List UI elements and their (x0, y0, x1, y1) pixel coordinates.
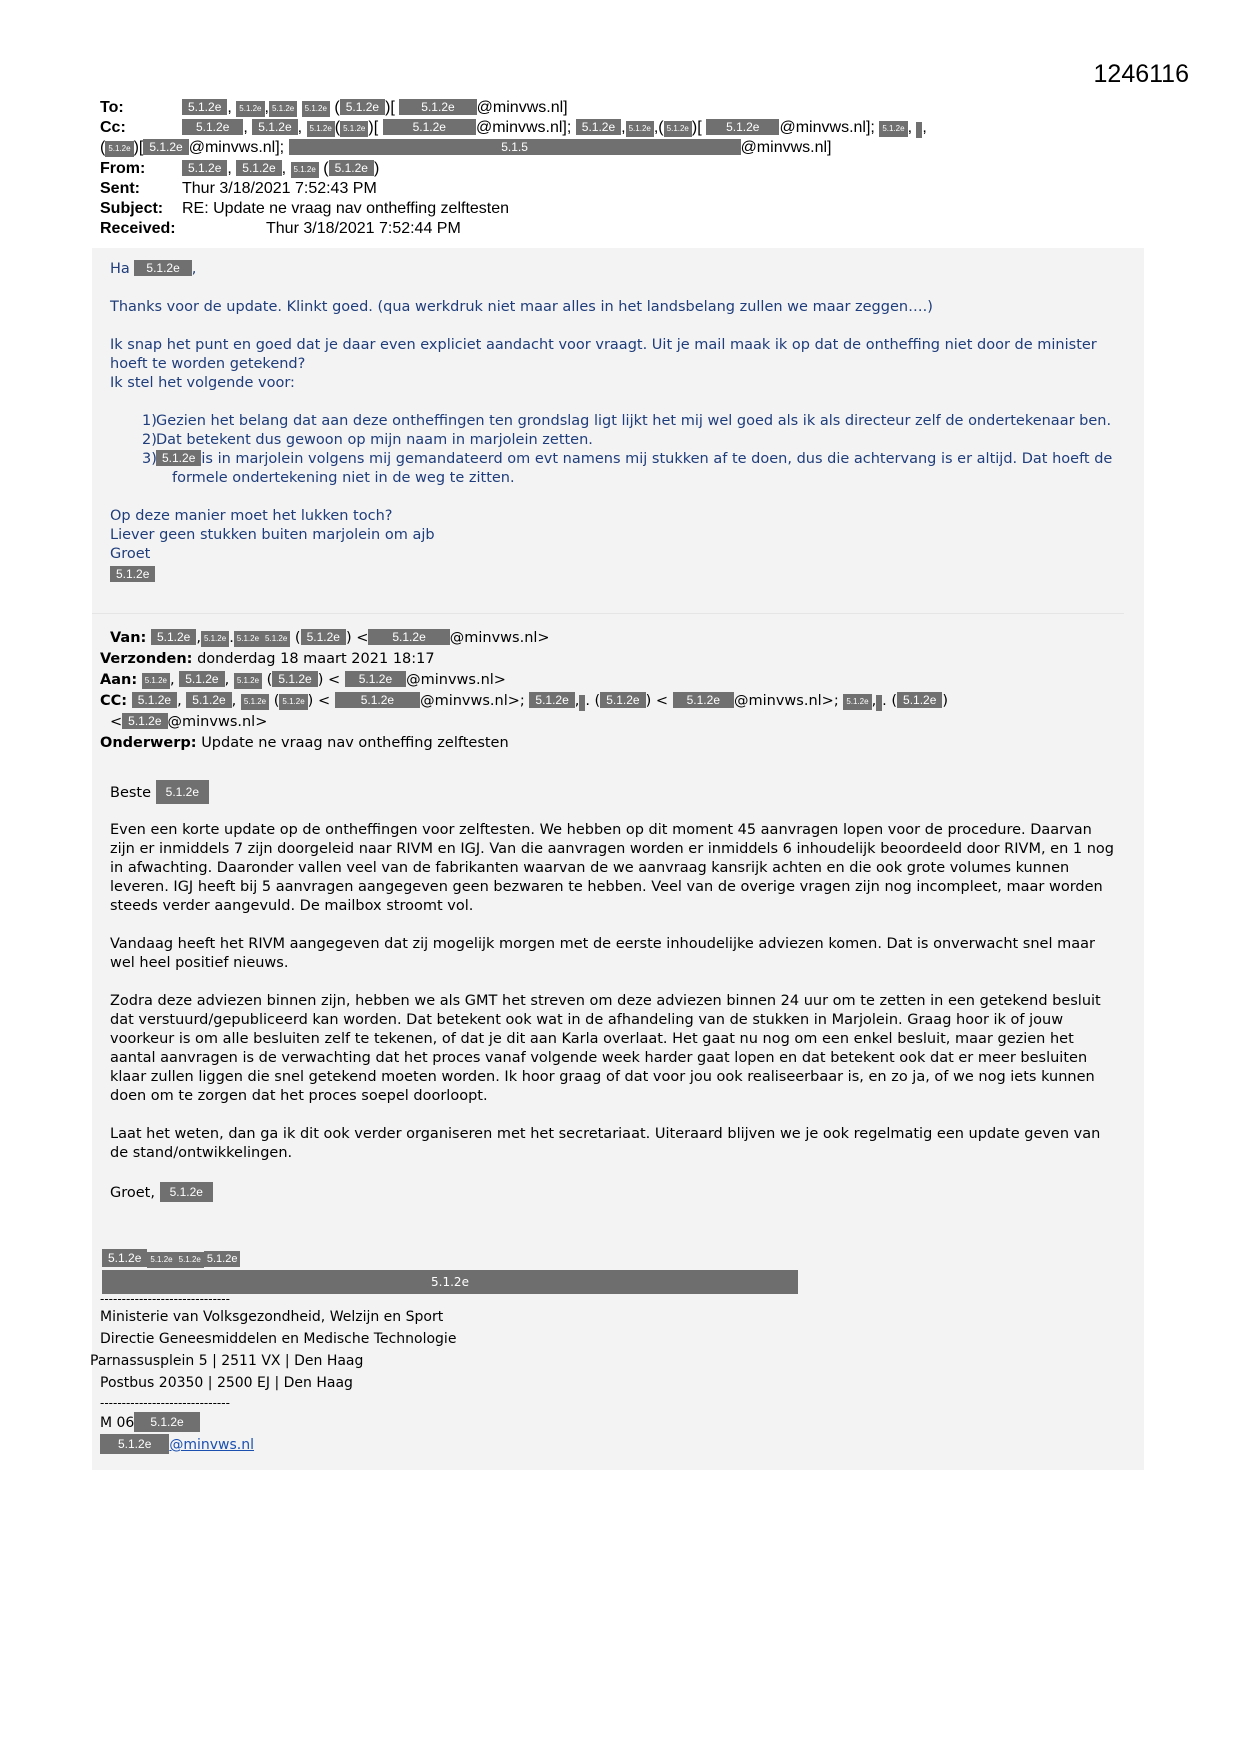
email-header (100, 98, 927, 239)
salutation: Beste (110, 785, 152, 801)
sent-value: Thur 3/18/2021 7:52:43 PM (182, 179, 377, 197)
redaction-box: 5.1.2e (156, 780, 209, 804)
list-number: 2) (142, 432, 157, 448)
redaction-box: 5.1.2e (147, 1252, 175, 1268)
list-item (110, 450, 1130, 488)
cc-row-continued: ( 5.1.2e )[ 5.1.2e @minvws.nl]; 5.1.5 @minvws.nl] (100, 139, 832, 157)
greeting-suffix: , (191, 261, 197, 277)
redaction-box: 5.1.2e (241, 694, 269, 710)
redaction-box: 5.1.2e (236, 101, 264, 117)
redaction-box: 5.1.2e (626, 121, 654, 137)
redaction-box (579, 695, 585, 711)
redaction-box: 5.1.2e (383, 119, 476, 135)
body-paragraph-3: Zodra deze adviezen binnen zijn, hebben we als GMT het streven om deze adviezen binnen 24 uur om te zetten in een getekend besluit dat verstuurd/gepubliceerd kan worden. Dat betekent ook wat in de afhandeling van de stukken in Marjolein. Graag hoor ik of jouw voorkeur is om alle besluiten zelf te tekenen, of dat je dit aan Karla overlaat. Het gaat nu nog om een enkel besluit, maar gezien het aantal aanvragen is de verwachting dat het proces vanaf volgende week harder gaat lopen en dat betekent ook dat er meer besluiten klaar zullen liggen die snel getekend moeten worden. Ik hoor graag of dat voor jou ook realiseerbaar is, en zo ja, of we nog iets kunnen doen om te zorgen dat het proces soepel doorloopt. (110, 993, 1101, 1104)
signature-address-1: Parnassusplein 5 | 2511 VX | Den Haag (90, 1353, 364, 1369)
redaction-box: 5.1.2e (142, 673, 170, 689)
list-text: is in marjolein volgens mij gemandateerd om evt namens mij stukken af te doen, dus die achtervang is er altijd. Dat hoeft de formele ondertekening niet in de weg te zitten. (172, 451, 1113, 486)
redaction-bar-wide: 5.1.2e (102, 1270, 798, 1294)
redaction-box: 5.1.2e (272, 671, 317, 687)
redaction-box: 5.1.2e (879, 121, 907, 137)
redaction-box: 5.1.2e (302, 101, 330, 117)
redaction-box: 5.1.2e (110, 566, 155, 582)
cc-email-domain: @minvws.nl>; (420, 693, 525, 709)
redaction-box: 5.1.2e (182, 160, 227, 176)
reply-closing-1: Op deze manier moet het lukken toch? (110, 508, 393, 524)
body-paragraph-2: Vandaag heeft het RIVM aangegeven dat zij mogelijk morgen met de eerste inhoudelijke adviezen komen. Dat is onverwacht snel maar wel heel positief nieuws. (110, 936, 1095, 971)
cc-email-domain: @minvws.nl]; (779, 119, 875, 137)
redaction-box: 5.1.2e (134, 1412, 199, 1432)
reply-paragraph-3: Ik stel het volgende voor: (110, 375, 295, 391)
redaction-box (916, 122, 922, 138)
redaction-box: 5.1.2e (204, 1251, 241, 1267)
to-label: To: (100, 99, 124, 116)
greeting-prefix: Ha (110, 261, 130, 277)
cc-email-domain: @minvws.nl>; (734, 693, 839, 709)
redaction-box: 5.1.2e (307, 121, 335, 137)
list-text: Gezien het belang dat aan deze ontheffingen ten grondslag ligt lijkt het mij wel goed als ik als directeur zelf de ondertekenaar ben. (156, 413, 1112, 429)
aan-label: Aan: (100, 672, 138, 688)
sent-label: Sent: (100, 179, 140, 197)
redaction-box: 5.1.2e (236, 160, 281, 176)
redaction-box: 5.1.2e (234, 631, 262, 647)
redaction-box: 5.1.2e (335, 692, 420, 708)
body-paragraph-4: Laat het weten, dan ga ik dit ook verder organiseren met het secretariaat. Uiteraard blijven we je ook regelmatig een update geven van de stand/ontwikkelingen. (110, 1126, 1101, 1161)
redaction-box: 5.1.2e (706, 119, 779, 135)
redaction-box: 5.1.2e (340, 121, 368, 137)
redaction-box: 5.1.2e (176, 1252, 204, 1268)
reply-closing-2: Liever geen stukken buiten marjolein om ajb (110, 527, 435, 543)
redaction-box: 5.1.2e (122, 713, 167, 729)
redaction-box: 5.1.2e (234, 673, 262, 689)
redaction-box: 5.1.2e (269, 101, 297, 117)
cc-email-domain: @minvws.nl]; (475, 119, 572, 137)
redaction-box: 5.1.2e (182, 99, 227, 115)
redaction-box: 5.1.2e (160, 1182, 213, 1202)
verzonden-label: Verzonden: (100, 651, 193, 667)
signature-dept: Directie Geneesmiddelen en Medische Technologie (100, 1331, 457, 1347)
signature-email-link[interactable]: @minvws.nl (169, 1437, 255, 1453)
redaction-box: 5.1.2e (673, 692, 734, 708)
reply-closing-3: Groet (110, 546, 151, 562)
redaction-box: 5.1.2e (132, 692, 177, 708)
redaction-box: 5.1.2e (843, 694, 871, 710)
redaction-box (876, 695, 882, 711)
redaction-box: 5.1.2e (399, 99, 476, 115)
van-email-domain: @minvws.nl> (449, 630, 550, 646)
signature-name-row (102, 1248, 240, 1270)
signature-divider: ------------------------------ (100, 1396, 230, 1410)
reply-paragraph-1: Thanks voor de update. Klinkt goed. (qua werkdruk niet maar alles in het landsbelang zullen we maar zeggen….) (110, 299, 933, 315)
cc-email-domain: @minvws.nl] (740, 139, 832, 157)
redaction-box: 5.1.2e (897, 692, 942, 708)
redaction-box: 5.1.2e (345, 671, 406, 687)
list-number: 3) (142, 451, 157, 467)
redaction-box: 5.1.2e (179, 671, 224, 687)
mobile-prefix: M 06 (100, 1415, 135, 1431)
document-id: 1246116 (1093, 60, 1189, 88)
redaction-box: 5.1.2e (143, 139, 188, 155)
redaction-box: 5.1.2e (100, 1434, 169, 1454)
redaction-box: 5.1.2e (529, 692, 574, 708)
to-row: To: 5.1.2e , 5.1.2e , 5.1.2e 5.1.2e ( 5.1.2e )[ 5.1.2e @minvws.nl] (100, 98, 176, 118)
redaction-box: 5.1.2e (664, 121, 692, 137)
separator-line (92, 613, 1124, 614)
signature-address-2: Postbus 20350 | 2500 EJ | Den Haag (100, 1375, 353, 1391)
original-message-header: Van: 5.1.2e , 5.1.2e . 5.1.2e 5.1.2e ( 5.1.2e ) < 5.1.2e @minvws.nl> Verzonden: donderdag 18 maart 2021 18:17 Aan: 5.1.2e , 5.1.2e , 5.1.2e ( 5.1.2e ) < 5.1.2e @minvws.nl> CC: 5.1.2e , 5.1.2e , 5.1.2e ( 5.1.2e ) < 5.1.2e @minvws.nl>; 5.1.2e , . ( 5.1.2e ) < 5.1.2e @minvws.nl>; 5.1.2e , . ( 5.1.2e ) < 5.1.2e @minvws.nl> Onderwerp: Update ne vraag nav ontheffing zelftesten (100, 630, 949, 751)
body-paragraph-1: Even een korte update op de ontheffingen voor zelftesten. We hebben op dit moment 45 aanvragen lopen voor de procedure. Daarvan zijn er inmiddels 7 zijn doorgeleid naar RIVM en IGJ. Van die aanvragen worden er inmiddels 6 inhoudelijk beoordeeld door RIVM, en 1 nog in afwachting. Daaronder vallen veel van de fabrikanten waarvan de we aanvraag kansrijk achten en die ook grote volumes kunnen leveren. IGJ heeft bij 5 aanvragen aangegeven geen bezwaren te hebben. Veel van de overige vragen zijn nog incompleet, maar worden steeds verder aangevuld. De mailbox stroomt vol. (110, 822, 1114, 914)
cc-email-domain: @minvws.nl]; (188, 139, 285, 157)
redaction-box: 5.1.2e (182, 119, 243, 135)
to-email-domain: @minvws.nl] (476, 99, 568, 116)
onderwerp-value: Update ne vraag nav ontheffing zelftesten (201, 735, 509, 751)
onderwerp-label: Onderwerp: (100, 735, 197, 751)
redaction-box: 5.1.2e (102, 1249, 147, 1267)
redaction-box: 5.1.2e (201, 631, 229, 647)
cc-label: CC: (100, 693, 128, 709)
verzonden-value: donderdag 18 maart 2021 18:17 (197, 651, 435, 667)
redaction-box: 5.1.2e (576, 119, 621, 135)
redaction-box: 5.1.2e (134, 260, 191, 276)
subject-label: Subject: (100, 199, 164, 217)
redaction-box: 5.1.2e (156, 450, 201, 466)
cc-email-domain: @minvws.nl> (167, 714, 268, 730)
email-body (92, 248, 1144, 1470)
cc-label: Cc: (100, 119, 126, 137)
reply-message (110, 260, 1130, 585)
redaction-box: 5.1.2e (105, 141, 133, 157)
redaction-box: 5.1.2e (262, 631, 290, 647)
redaction-box: 5.1.2e (340, 99, 385, 115)
signature-mobile-row (100, 1412, 200, 1434)
redaction-box: 5.1.2e (368, 629, 449, 645)
original-message-body (110, 785, 1120, 1203)
sent-row (100, 179, 377, 199)
received-row (100, 219, 461, 239)
signature-org: Ministerie van Volksgezondheid, Welzijn en Sport (100, 1309, 444, 1325)
list-item (110, 431, 1130, 450)
aan-email-domain: @minvws.nl> (406, 672, 506, 688)
list-number: 1) (142, 413, 157, 429)
body-closing: Groet, (110, 1185, 155, 1201)
van-label: Van: (110, 630, 147, 646)
redaction-box: 5.1.2e (329, 160, 374, 176)
redaction-box: 5.1.2e (279, 694, 307, 710)
list-text: Dat betekent dus gewoon op mijn naam in marjolein zetten. (156, 432, 593, 448)
received-label: Received: (100, 220, 176, 238)
redaction-box: 5.1.2e (301, 629, 346, 645)
proposal-list (110, 412, 1130, 488)
signature-email-row (100, 1434, 254, 1456)
subject-row (100, 199, 510, 219)
redaction-box: 5.1.2e (151, 629, 196, 645)
redaction-box: 5.1.2e (291, 162, 319, 178)
redaction-box: 5.1.2e (252, 119, 297, 135)
redaction-box: 5.1.2e (186, 692, 231, 708)
signature-divider: ------------------------------ (100, 1292, 230, 1306)
from-label: From: (100, 159, 146, 177)
redaction-box-wide: 5.1.5 (289, 139, 741, 155)
subject-value: RE: Update ne vraag nav ontheffing zelftesten (182, 199, 510, 217)
from-row: From: 5.1.2e , 5.1.2e , 5.1.2e ( 5.1.2e ) (100, 159, 176, 179)
reply-paragraph-2: Ik snap het punt en goed dat je daar even expliciet aandacht voor vraagt. Uit je mail maak ik op dat de ontheffing niet door de minister hoeft te worden getekend? (110, 337, 1097, 372)
list-item (110, 412, 1130, 431)
cc-row: Cc: 5.1.2e , 5.1.2e , 5.1.2e ( 5.1.2e )[ 5.1.2e @minvws.nl]; 5.1.2e , 5.1.2e ,( 5.1.2e )[ 5.1.2e @minvws.nl]; 5.1.2e , , (100, 118, 176, 138)
redaction-box: 5.1.2e (600, 692, 645, 708)
received-value: Thur 3/18/2021 7:52:44 PM (266, 220, 461, 238)
